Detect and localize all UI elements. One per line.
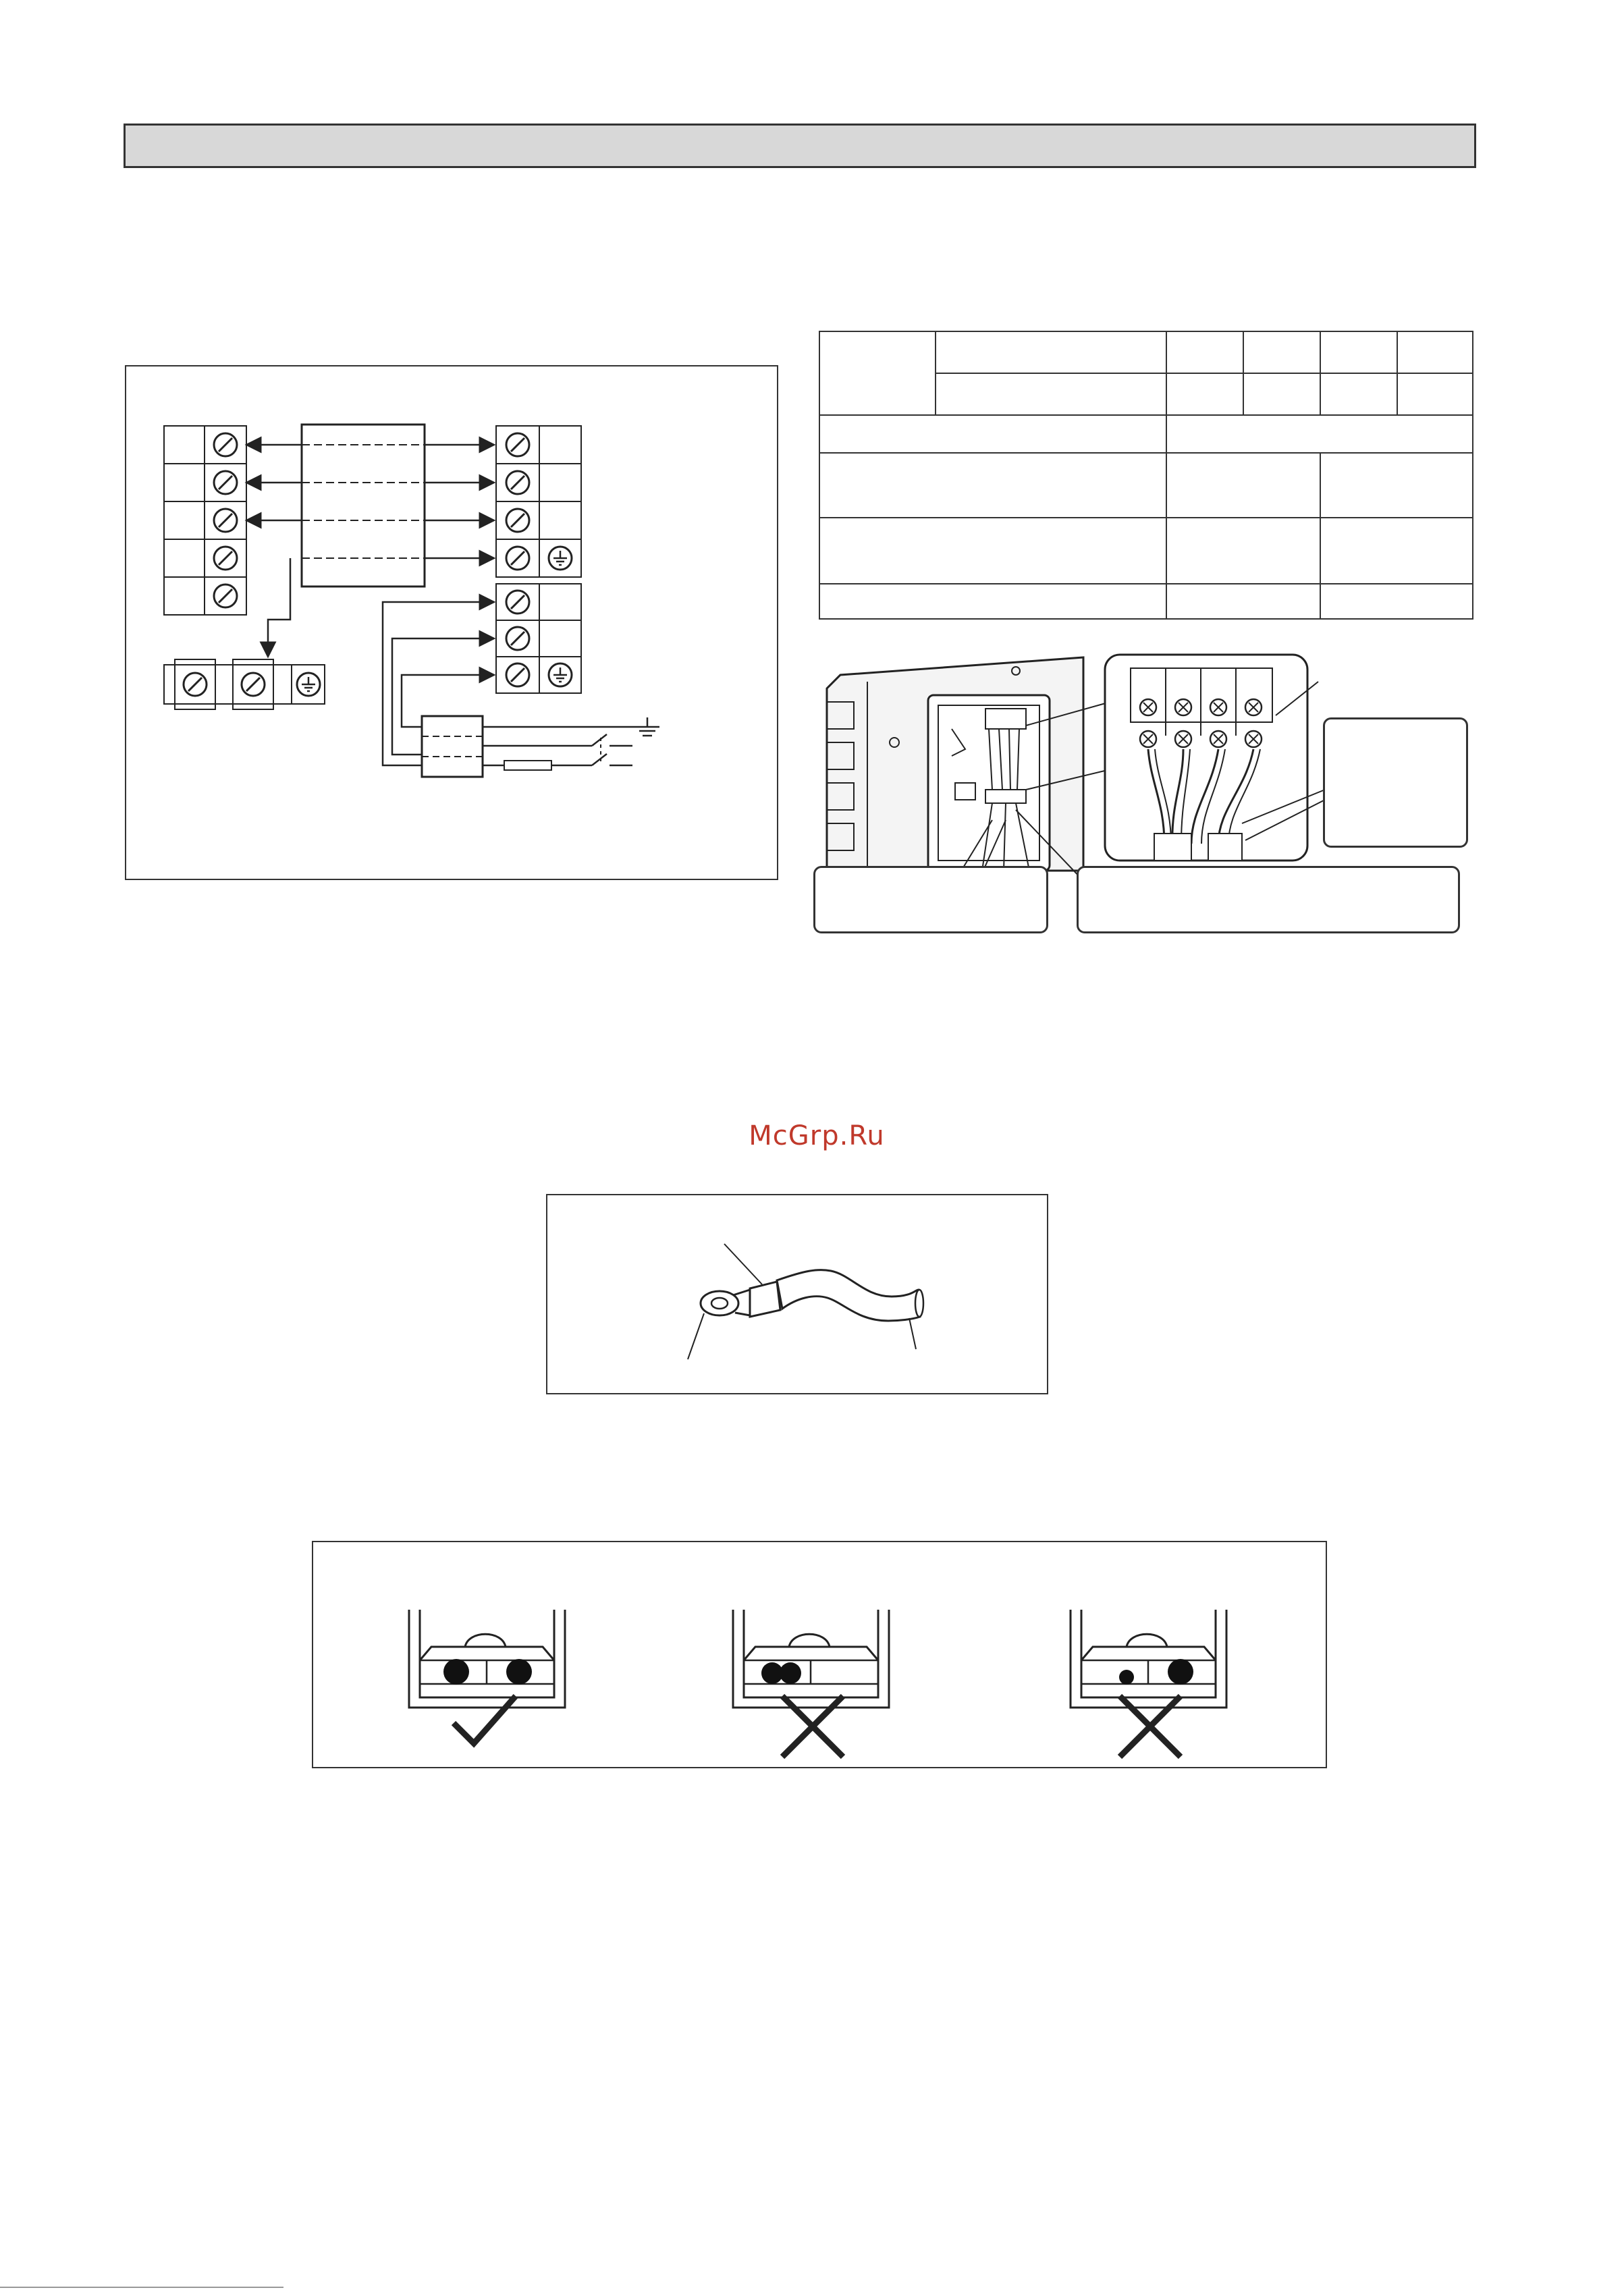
- screw-terminal-icon: [242, 673, 265, 696]
- table-cell: [1397, 331, 1473, 373]
- ground-terminal-icon: [549, 547, 572, 570]
- cross-mark-icon: [1120, 1696, 1181, 1757]
- wiring-diagram-panel: [125, 365, 778, 880]
- table-cell: [1320, 584, 1473, 619]
- table-cell: [1166, 415, 1473, 453]
- table-cell: [819, 518, 1166, 584]
- connecting-cable-box: [246, 425, 494, 657]
- earth-terminal-block: [164, 659, 325, 709]
- check-mark-icon: [454, 1696, 516, 1743]
- screw-terminal-icon: [214, 584, 237, 607]
- table-cell: [819, 584, 1166, 619]
- indoor-terminal-block: [164, 426, 246, 615]
- table-cell: [1320, 453, 1473, 518]
- table-cell: [1166, 518, 1320, 584]
- table-cell: [819, 453, 1166, 518]
- wire-connection-examples-panel: [312, 1541, 1327, 1768]
- table-cell: [1243, 373, 1320, 415]
- table-cell: [936, 331, 1166, 373]
- screw-terminal-icon: [506, 663, 529, 686]
- table-cell: [1397, 373, 1473, 415]
- table-cell: [1166, 373, 1243, 415]
- screw-terminal-icon: [214, 509, 237, 532]
- outdoor-terminal-block-lower: [496, 584, 581, 693]
- cross-mark-icon: [782, 1696, 843, 1757]
- outdoor-terminal-block-upper: [496, 426, 581, 577]
- screw-terminal-icon: [214, 433, 237, 456]
- screw-terminal-icon: [506, 547, 529, 570]
- incorrect-connection-example-same-side: [733, 1610, 889, 1757]
- table-cell: [819, 331, 936, 415]
- section-title-bar: [124, 124, 1476, 168]
- table-cell: [1320, 518, 1473, 584]
- table-cell: [819, 415, 1166, 453]
- footer-rule: [0, 2287, 283, 2288]
- screw-terminal-icon: [214, 547, 237, 570]
- ground-terminal-icon: [297, 673, 320, 696]
- correct-connection-example: [409, 1610, 565, 1743]
- table-cell: [936, 373, 1166, 415]
- table-cell: [1243, 331, 1320, 373]
- wire-connection-examples: [313, 1542, 1328, 1770]
- screw-terminal-icon: [506, 627, 529, 650]
- screw-terminal-icon: [506, 433, 529, 456]
- screw-terminal-icon: [506, 509, 529, 532]
- table-cell: [1320, 373, 1397, 415]
- table-cell: [1320, 331, 1397, 373]
- spec-table: [819, 331, 1473, 620]
- callout-box-bottom-right: [1077, 866, 1460, 933]
- callout-box-bottom-left: [813, 866, 1048, 933]
- table-cell: [1166, 584, 1320, 619]
- watermark: McGrp.Ru: [749, 1120, 885, 1151]
- ring-terminal-illustration: [547, 1195, 1050, 1396]
- wiring-diagram: [126, 366, 780, 881]
- table-cell: [1166, 331, 1243, 373]
- screw-terminal-icon: [506, 591, 529, 614]
- table-cell: [1166, 453, 1320, 518]
- callout-box-right: [1323, 717, 1468, 848]
- ground-terminal-icon: [549, 663, 572, 686]
- incorrect-connection-example-different-size: [1071, 1610, 1226, 1757]
- screw-terminal-icon: [184, 673, 207, 696]
- ring-terminal-panel: [546, 1194, 1048, 1394]
- screw-terminal-icon: [214, 471, 237, 494]
- screw-terminal-icon: [506, 471, 529, 494]
